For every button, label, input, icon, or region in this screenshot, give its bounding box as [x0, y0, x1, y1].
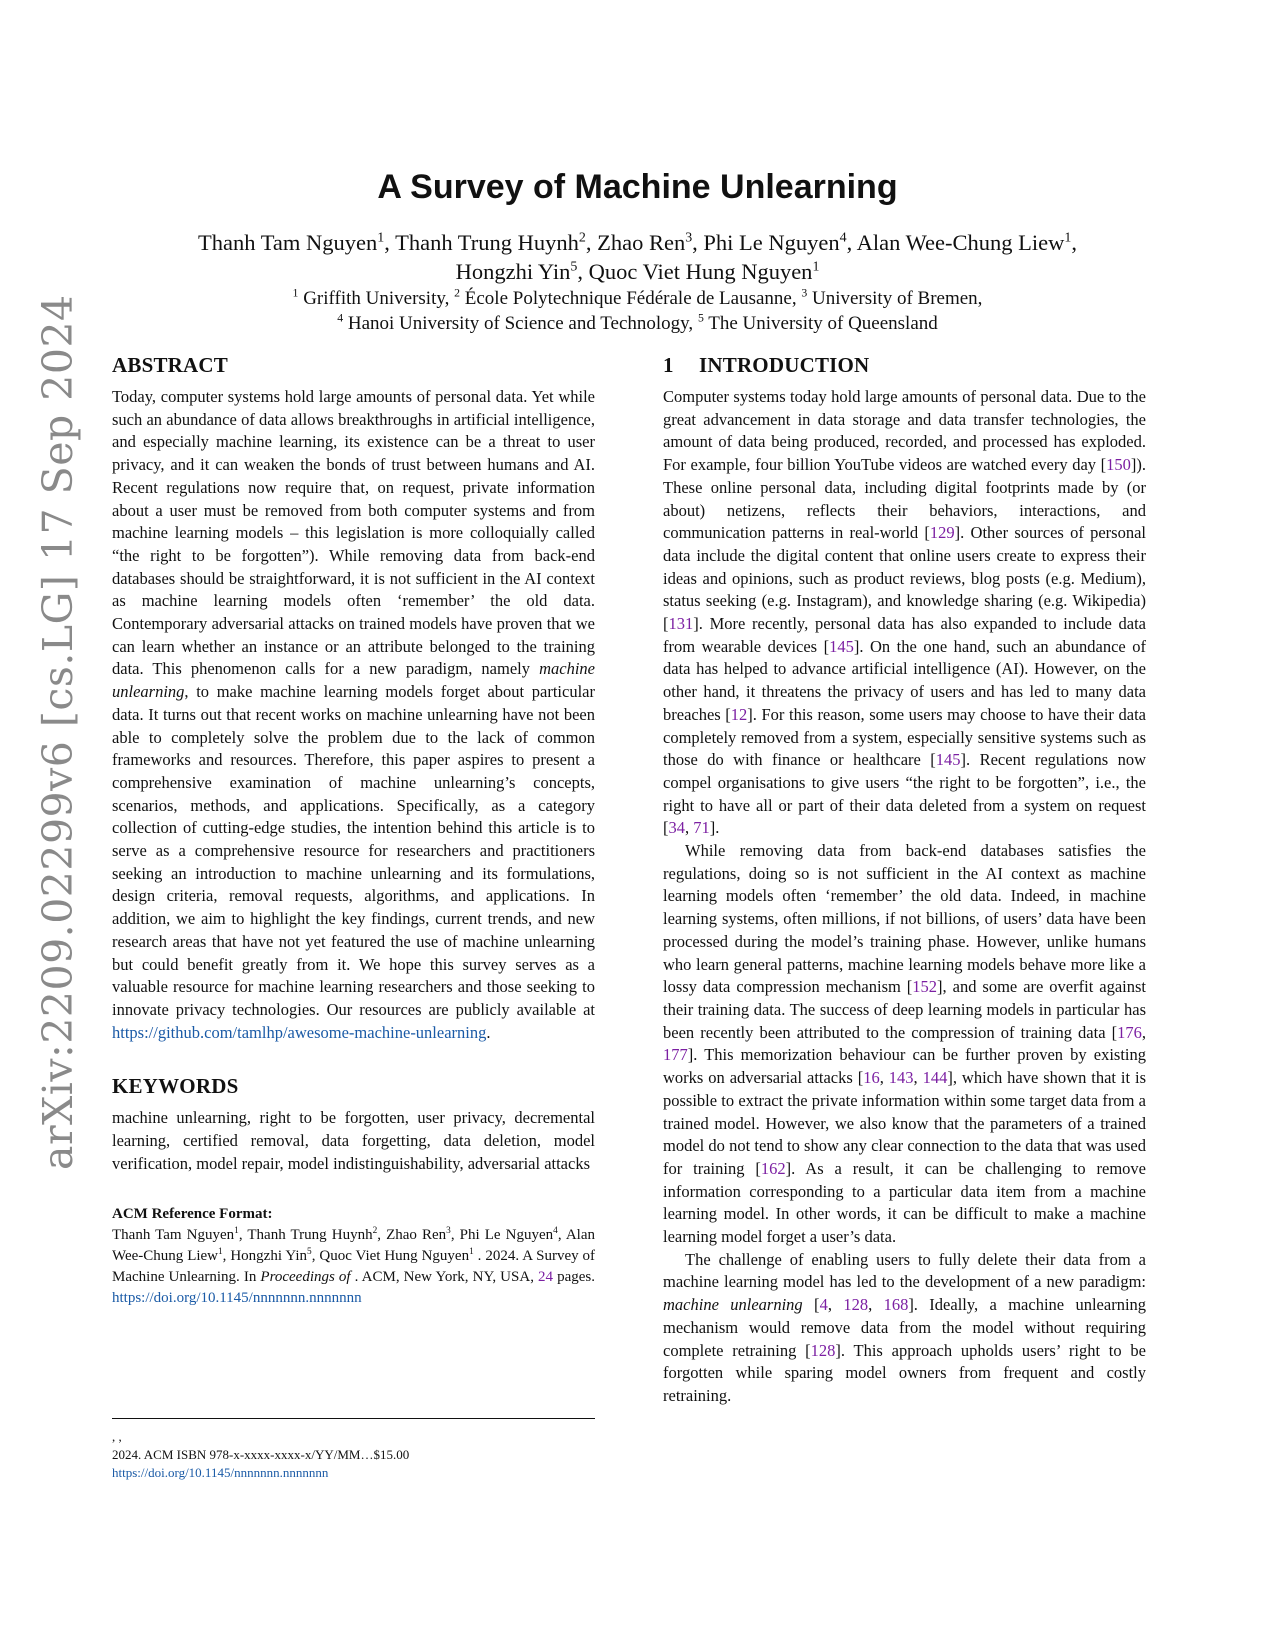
affiliation: $^2$ École Polytechnique Fédérale de Lausanne, [454, 286, 797, 309]
affiliation: $^3$ University of Bremen, [801, 286, 983, 309]
citation-link[interactable]: 162 [760, 1158, 786, 1178]
right-column [663, 353, 1146, 1408]
author-list: Thanh Tam Nguyen$^1$, Thanh Trung Huynh$^2$, Zhao Ren$^3$, Phi Le Nguyen$^4$, Alan Wee-Chung Liew$^1$, Hongzhi Yin$^5$, Quoc Viet Hung Nguyen$^1$ [198, 230, 1077, 284]
author: Alan Wee-Chung Liew$^1$ [856, 230, 1072, 255]
acm-reference-text: Thanh Tam Nguyen$^1$, Thanh Trung Huynh$^2$, Zhao Ren$^3$, Phi Le Nguyen$^4$, Alan Wee-Chung Liew$^1$, Hongzhi Yin$^5$, Quoc Viet Hung Nguyen$^1$ . 2024. A Survey of Machine Unlearning. In Proceedings of . ACM, New York, NY, USA, 24 pages. https://doi.org/10.1145/nnnnnnn.nnnnnnn [112, 1225, 596, 1306]
citation-link[interactable]: 128 [843, 1295, 869, 1315]
affiliation: $^4$ Hanoi University of Science and Technology, [337, 311, 694, 334]
author: Zhao Ren$^3$ [597, 230, 693, 255]
citation-link[interactable]: 177 [663, 1045, 688, 1065]
acm-reference-heading: ACM Reference Format: [112, 1205, 273, 1222]
footnote-isbn: 2024. ACM ISBN 978-x-xxxx-xxxx-x/YY/MM…$15.00 [112, 1447, 410, 1462]
citation-link[interactable]: 152 [912, 977, 938, 997]
page-count[interactable]: 24 [538, 1268, 554, 1285]
citation-link[interactable]: 71 [693, 818, 710, 838]
emphasis-text: machine unlearning [663, 1295, 803, 1315]
citation-link[interactable]: 16 [863, 1068, 880, 1088]
author: Thanh Trung Huynh$^2$ [395, 230, 586, 255]
author: Quoc Viet Hung Nguyen$^1$ [588, 259, 820, 284]
citation-link[interactable]: 143 [888, 1068, 914, 1088]
abstract-text: Today, computer systems hold large amounts of personal data. Yet while such an abundance of data allows breakthroughs in artificial intelligence, and especially machine learning, its existence can be a threat to user privacy, and it can weaken the bonds of trust between humans and AI. Recent regulations now require that, on request, private information about a user must be removed from both computer systems and from machine learning models – this legislation is more colloquially called “the right to be forgotten”). While removing data from back-end databases should be straightforward, it is not sufficient in the AI context as machine learning models often ‘remember’ the old data. Contemporary adversarial attacks on trained models have proven that we can learn whether an instance or an attribute belonged to the training data. This phenomenon calls for a new paradigm, namely machine unlearning, to make machine learning models forget about particular data. It turns out that recent works on machine unlearning have not been able to completely solve the problem due to the lack of common frameworks and resources. Therefore, this paper aspires to present a comprehensive examination of machine unlearning’s concepts, scenarios, methods, and applications. Specifically, as a category collection of cutting-edge studies, the intention behind this article is to serve as a comprehensive resource for researchers and practitioners seeking an introduction to machine unlearning and its formulations, design criteria, removal requests, algorithms, and applications. In addition, we aim to highlight the key findings, current trends, and new research areas that have not yet featured the use of machine unlearning but could benefit greatly from it. We hope this survey serves as a valuable resource for machine learning researchers and those seeking to innovate privacy technologies. Our resources are publicly available at https://github.com/tamlhp/awesome-machine-unlearning. [112, 387, 595, 1042]
footnote-doi-link[interactable]: https://doi.org/10.1145/nnnnnnn.nnnnnnn [112, 1465, 329, 1480]
citation-link[interactable]: 128 [810, 1340, 836, 1360]
introduction-heading: 1 INTRODUCTION [663, 353, 870, 377]
citation-link[interactable]: 150 [1106, 455, 1131, 475]
citation-link[interactable]: 176 [1117, 1022, 1142, 1042]
github-link[interactable]: https://github.com/tamlhp/awesome-machine-unlearning [112, 1022, 487, 1042]
intro-paragraph-2: While removing data from back-end databases satisfies the regulations, doing so is not sufficient in the AI context as machine learning models often ‘remember’ the old data. Indeed, in machine learning systems, often millions, if not billions, of users’ data have been processed during the model’s training phase. However, unlike humans who learn general patterns, machine learning models behave more like a lossy data compression mechanism [152], and some are overfit against their training data. The success of deep learning models in particular has been recently been attributed to the compression of training data [176, 177]. This memorization behaviour can be further proven by existing works on adversarial attacks [16, 143, 144], which have shown that it is possible to extract the private information within some target data from a trained model. However, we also know that the parameters of a trained model do not tend to show any clear connection to the data that was used for training [162]. As a result, it can be challenging to remove information corresponding to a particular data item from a machine learning model. In other words, it can be difficult to make a machine learning model forget a user’s data. [663, 841, 1147, 1247]
affiliation-list [120, 286, 1155, 336]
author: Thanh Tam Nguyen$^1$ [198, 230, 385, 255]
acm-reference [112, 1206, 595, 1309]
left-column [112, 353, 595, 1309]
author: Hongzhi Yin$^5$ [455, 259, 578, 284]
citation-link[interactable]: 144 [922, 1068, 948, 1088]
intro-paragraph-1: Computer systems today hold large amounts of personal data. Due to the great advancement in data storage and data transfer technologies, the amount of data being produced, recorded, and processed has exploded. For example, four billion YouTube videos are watched every day [150]). These online personal data, including digital footprints made by (or about) netizens, reflects their behaviors, interactions, and communication patterns in real-world [129]. Other sources of personal data include the digital content that online users create to express their ideas and opinions, such as product reviews, blog posts (e.g. Medium), status seeking (e.g. Instagram), and knowledge sharing (e.g. Wikipedia) [131]. More recently, personal data has also expanded to include data from wearable devices [145]. On the one hand, such an abundance of data has helped to advance artificial intelligence (AI). However, on the other hand, it threatens the privacy of users and has led to many data breaches [12]. For this reason, some users may choose to have their data completely removed from a system, especially sensitive systems such as those do with finance or healthcare [145]. Recent regulations now compel organisations to give users “the right to be forgotten”, i.e., the right to have all or part of their data deleted from a system on request [34, 71]. [663, 387, 1146, 838]
author: Phi Le Nguyen$^4$ [703, 230, 847, 255]
footnote [112, 1428, 595, 1482]
citation-link[interactable]: 129 [929, 523, 955, 543]
citation-link[interactable]: 145 [935, 750, 961, 770]
citation-link[interactable]: 168 [883, 1295, 909, 1315]
paper-title: A Survey of Machine Unlearning [377, 168, 898, 206]
footnote-divider [112, 1418, 595, 1419]
citation-link[interactable]: 4 [819, 1295, 828, 1315]
arxiv-identifier: arXiv:2209.02299v6 [cs.LG] 17 Sep 2024 [34, 294, 82, 1170]
footnote-line: , , [112, 1429, 122, 1444]
citation-link[interactable]: 12 [730, 704, 748, 724]
keywords-text: machine unlearning, right to be forgotten, user privacy, decremental learning, certified removal, data forgetting, data deletion, model verification, model repair, model indistinguishability, adversarial attacks [112, 1108, 595, 1173]
keywords-heading: KEYWORDS [112, 1074, 239, 1099]
citation-link[interactable]: 34 [668, 818, 685, 838]
abstract-heading: ABSTRACT [112, 353, 228, 377]
affiliation: $^5$ The University of Queensland [697, 311, 938, 334]
citation-link[interactable]: 145 [829, 636, 854, 656]
citation-link[interactable]: 131 [668, 614, 694, 634]
affiliation: $^1$ Griffith University, [292, 286, 450, 309]
intro-paragraph-3: The challenge of enabling users to fully delete their data from a machine learning model has led to the development of a new paradigm: machine unlearning [4, 128, 168]. Ideally, a machine unlearning mechanism would remove data from the model without requiring complete retraining [128]. This approach upholds users’ right to be forgotten while sparing model owners from frequent and costly retraining. [663, 1249, 1147, 1405]
doi-link[interactable]: https://doi.org/10.1145/nnnnnnn.nnnnnnn [112, 1289, 362, 1306]
